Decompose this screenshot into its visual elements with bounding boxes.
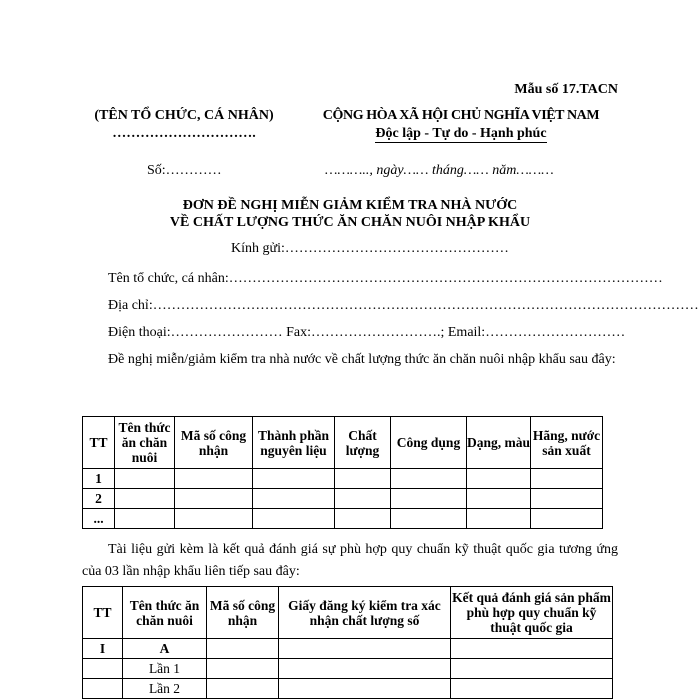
- table-cell[interactable]: [467, 489, 531, 509]
- nation-header: [302, 108, 620, 142]
- form-code: Mẫu số 17.TACN: [514, 82, 618, 97]
- product-table-header: [83, 417, 603, 469]
- table-row: [83, 489, 603, 509]
- table-cell[interactable]: [279, 639, 451, 659]
- table-cell[interactable]: [531, 489, 603, 509]
- col-approval-code: Mã số công nhận: [207, 587, 279, 639]
- table-cell[interactable]: [253, 509, 335, 529]
- col-feed-name: Tên thức ăn chăn nuôi: [115, 417, 175, 469]
- title-line-1: ĐƠN ĐỀ NGHỊ MIỄN GIẢM KIỂM TRA NHÀ NƯỚC: [182, 198, 518, 213]
- col-feed-name: Tên thức ăn chăn nuôi: [123, 587, 207, 639]
- table-cell[interactable]: [467, 469, 531, 489]
- table-cell[interactable]: [451, 639, 613, 659]
- col-conformity-result: Kết quả đánh giá sản phẩm phù hợp quy chuẩn kỹ thuật quốc gia: [451, 587, 613, 639]
- table-row: [83, 469, 603, 489]
- table-cell[interactable]: [175, 509, 253, 529]
- contact-field: Điện thoại:…………………… Fax:……………………….; Email:…………………………: [108, 325, 626, 340]
- row-feed-name: Lần 1: [123, 659, 207, 679]
- number-line: Số:…………: [147, 163, 222, 178]
- org-name-field: Tên tổ chức, cá nhân:…………………………………………………………………………………: [108, 271, 663, 286]
- title-line-2: VỀ CHẤT LƯỢNG THỨC ĂN CHĂN NUÔI NHẬP KHẨU: [169, 215, 531, 230]
- row-number: ...: [83, 509, 115, 529]
- row-number: I: [83, 639, 123, 659]
- col-approval-code: Mã số công nhận: [175, 417, 253, 469]
- row-number: [83, 659, 123, 679]
- row-feed-name: Lần 2: [123, 679, 207, 699]
- recipient-line: Kính gửi:…………………………………………: [231, 241, 509, 256]
- table-cell[interactable]: [451, 659, 613, 679]
- table-cell[interactable]: [391, 469, 467, 489]
- table-cell[interactable]: [207, 639, 279, 659]
- col-ingredients: Thành phần nguyên liệu: [253, 417, 335, 469]
- table-cell[interactable]: [175, 489, 253, 509]
- org-dots: ………………………….: [112, 126, 256, 141]
- org-label: (TÊN TỔ CHỨC, CÁ NHÂN): [94, 108, 274, 123]
- table-cell[interactable]: [335, 489, 391, 509]
- col-form-color: Dạng, màu: [467, 417, 531, 469]
- col-tt: TT: [83, 587, 123, 639]
- col-usage: Công dụng: [391, 417, 467, 469]
- table-row: [83, 509, 603, 529]
- table-cell[interactable]: [175, 469, 253, 489]
- table-cell[interactable]: [279, 659, 451, 679]
- table-cell[interactable]: [115, 469, 175, 489]
- table-cell[interactable]: [467, 509, 531, 529]
- col-quality: Chất lượng: [335, 417, 391, 469]
- table-cell[interactable]: [207, 659, 279, 679]
- org-header: [82, 108, 286, 142]
- table-cell[interactable]: [531, 509, 603, 529]
- attachment-paragraph: Tài liệu gửi kèm là kết quả đánh giá sự phù hợp quy chuẩn kỹ thuật quốc gia tương ứng của 03 lần nhập khẩu liên tiếp sau đây:: [82, 542, 618, 579]
- row-feed-name: A: [123, 639, 207, 659]
- row-number: 1: [83, 469, 115, 489]
- assessment-table: [82, 586, 613, 699]
- table-cell[interactable]: [531, 469, 603, 489]
- table-cell[interactable]: [253, 489, 335, 509]
- table-cell[interactable]: [207, 679, 279, 699]
- row-number: 2: [83, 489, 115, 509]
- table-cell[interactable]: [335, 509, 391, 529]
- motto-text: Độc lập - Tự do - Hạnh phúc: [375, 126, 547, 141]
- table-row: [83, 639, 613, 659]
- col-manufacturer: Hãng, nước sản xuất: [531, 417, 603, 469]
- table-row: [83, 659, 613, 679]
- table-cell[interactable]: [253, 469, 335, 489]
- table-cell[interactable]: [451, 679, 613, 699]
- table-row: [83, 679, 613, 699]
- table-cell[interactable]: [391, 489, 467, 509]
- date-line: ……….., ngày…… tháng…… năm………: [325, 163, 554, 178]
- nation-motto: [302, 126, 620, 142]
- product-table: [82, 416, 603, 529]
- table-cell[interactable]: [115, 489, 175, 509]
- table-cell[interactable]: [115, 509, 175, 529]
- address-field: Địa chỉ:………………………………………………………………………………………………………: [108, 298, 699, 313]
- table-cell[interactable]: [335, 469, 391, 489]
- nation-name: CỘNG HÒA XÃ HỘI CHỦ NGHĨA VIỆT NAM: [322, 108, 600, 123]
- table-cell[interactable]: [391, 509, 467, 529]
- row-number: [83, 679, 123, 699]
- document-title: [82, 197, 618, 231]
- table-cell[interactable]: [279, 679, 451, 699]
- col-registration-cert: Giấy đăng ký kiểm tra xác nhận chất lượng số: [279, 587, 451, 639]
- col-tt: TT: [83, 417, 115, 469]
- assessment-table-header: [83, 587, 613, 639]
- request-paragraph: Đề nghị miễn/giảm kiểm tra nhà nước về chất lượng thức ăn chăn nuôi nhập khẩu sau đây:: [108, 352, 616, 367]
